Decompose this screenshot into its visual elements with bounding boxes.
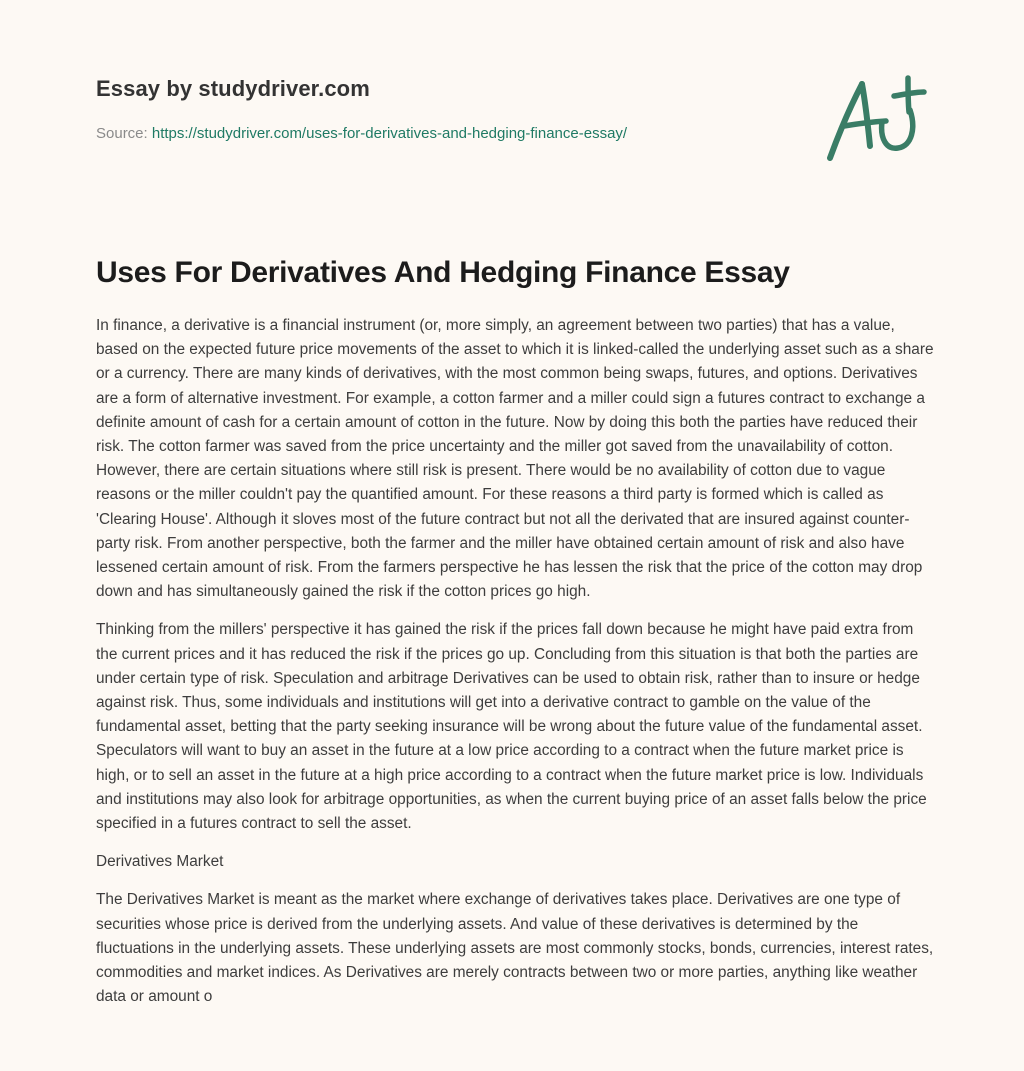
essay-body	[96, 314, 936, 1023]
section-subheading: Derivatives Market	[96, 853, 224, 871]
source-link[interactable]: https://studydriver.com/uses-for-derivatives-and-hedging-finance-essay/	[151, 125, 628, 142]
a-plus-grade-icon	[820, 66, 930, 166]
essay-paragraph: In finance, a derivative is a financial instrument (or, more simply, an agreement between two parties) that has a value, based on the expected future price movements of the asset to which it is linked-called the underlying asset such as a share or a currency. There are many kinds of derivatives, with the most common being swaps, futures, and options. Derivatives are a form of alternative investment. For example, a cotton farmer and a miller could sign a futures contract to exchange a definite amount of cash for a certain amount of cotton in the future. Now by doing this both the parties have reduced their risk. The cotton farmer was saved from the price uncertainty and the miller got saved from the unavailability of cotton. However, there are certain situations where still risk is present. There would be no availability of cotton due to vague reasons or the miller couldn't pay the quantified amount. For these reasons a third party is formed which is called as 'Clearing House'. Although it sloves most of the future contract but not all the derivated that are insured against counter-party risk. From another perspective, both the farmer and the miller have obtained certain amount of risk and also have lessened certain amount of risk. From the farmers perspective he has lessen the risk that the price of the cotton may drop down and has simultaneously gained the risk if the cotton prices go high.	[96, 317, 934, 601]
site-title: Essay by studydriver.com	[96, 76, 370, 101]
essay-paragraph: The Derivatives Market is meant as the market where exchange of derivatives takes place. Derivatives are one type of securities whose price is derived from the underlying assets. And value of these derivatives is determined by the fluctuations in the underlying assets. These underlying assets are most commonly stocks, bonds, currencies, interest rates, commodities and market indices. As Derivatives are merely contracts between two or more parties, anything like weather data or amount o	[96, 891, 934, 1006]
essay-paragraph: Thinking from the millers' perspective it has gained the risk if the prices fall down because he might have paid extra from the current prices and it has reduced the risk if the prices go up. Concluding from this situation is that both the parties are under certain type of risk. Speculation and arbitrage Derivatives can be used to obtain risk, rather than to insure or hedge against risk. Thus, some individuals and institutions will get into a derivative contract to gamble on the value of the fundamental asset, betting that the party seeking insurance will be wrong about the future value of the fundamental asset. Speculators will want to buy an asset in the future at a low price according to a contract when the future market price is high, or to sell an asset in the future at a high price according to a contract when the future market price is low. Individuals and institutions may also look for arbitrage opportunities, as when the current buying price of an asset falls below the price specified in a futures contract to sell the asset.	[96, 621, 927, 833]
essay-title: Uses For Derivatives And Hedging Finance Essay	[96, 256, 790, 289]
essay-header	[96, 74, 796, 144]
source-label: Source:	[96, 125, 148, 142]
source-line	[96, 124, 796, 144]
